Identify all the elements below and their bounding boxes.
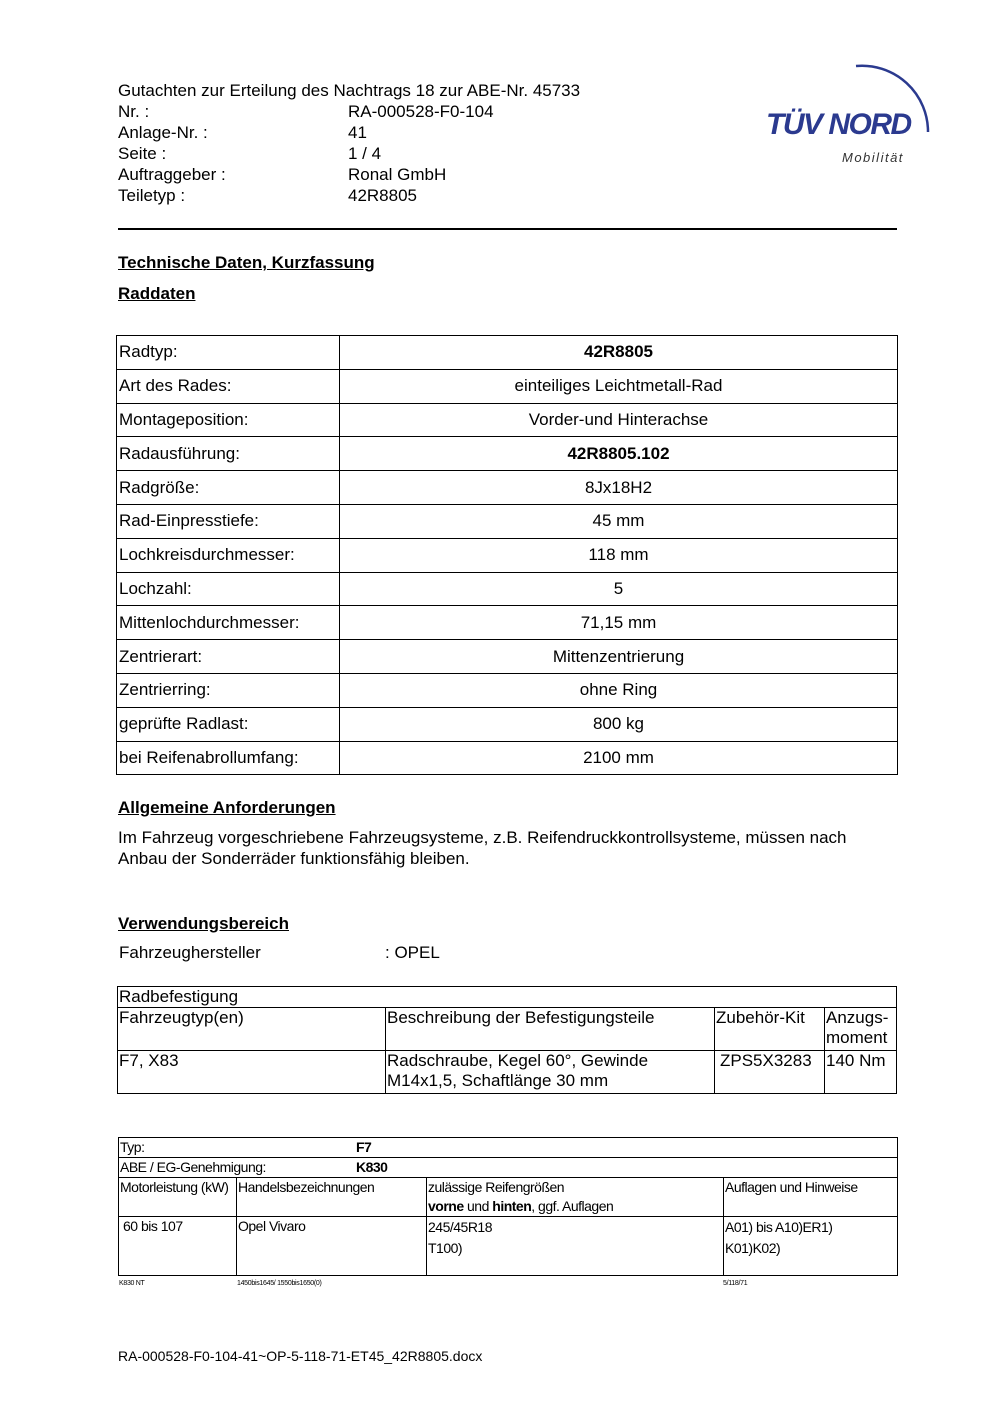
header-row xyxy=(118,101,580,122)
note-k830: K830 NT xyxy=(119,1280,145,1287)
data-cell: Opel Vivaro xyxy=(237,1217,427,1276)
cell-line: T100) xyxy=(428,1240,463,1256)
raddaten-label: Montageposition: xyxy=(117,403,340,437)
header-value: 42R8805 xyxy=(348,186,418,205)
header-text: hinten xyxy=(492,1198,532,1214)
allgemeine-text: Im Fahrzeug vorgeschriebene Fahrzeugsysteme, z.B. Reifendruckkontrollsysteme, müssen nach Anbau der Sonderräder funktionsfähig bleiben. xyxy=(118,828,847,868)
raddaten-label: Mittenlochdurchmesser: xyxy=(117,606,340,640)
typ-label: Typ: xyxy=(120,1139,145,1155)
header-text: , ggf. Auflagen xyxy=(531,1198,614,1214)
typ-table xyxy=(118,1137,898,1276)
header-row xyxy=(118,185,580,206)
raddaten-value: ohne Ring xyxy=(340,673,898,707)
raddaten-value: Mittenzentrierung xyxy=(340,640,898,674)
note-range: 1450bis1645/ 1550bis1650(0) xyxy=(237,1280,322,1287)
header-label: Seite : xyxy=(118,144,167,163)
header-value: 1 / 4 xyxy=(348,144,382,163)
raddaten-value: 8Jx18H2 xyxy=(340,471,898,505)
raddaten-value: 42R8805 xyxy=(340,336,898,370)
footer-filename: RA-000528-F0-104-41~OP-5-118-71-ET45_42R8805.docx xyxy=(118,1348,483,1364)
data-cell: Radschraube, Kegel 60°, Gewinde M14x1,5, Schaftlänge 30 mm xyxy=(386,1051,715,1094)
section-raddaten: Raddaten xyxy=(118,284,196,303)
data-cell xyxy=(427,1217,724,1276)
raddaten-row xyxy=(117,741,898,775)
header-cell: Motorleistung (kW) xyxy=(119,1178,237,1217)
raddaten-row xyxy=(117,572,898,606)
data-cell xyxy=(724,1217,898,1276)
cell-line: 245/45R18 xyxy=(428,1219,493,1235)
raddaten-value: 2100 mm xyxy=(340,741,898,775)
header-cell: Beschreibung der Befestigungsteile xyxy=(386,1008,715,1051)
header-cell: Zubehör-Kit xyxy=(715,1008,825,1051)
raddaten-row xyxy=(117,336,898,370)
header-row xyxy=(118,143,580,164)
raddaten-row xyxy=(117,673,898,707)
header-divider xyxy=(118,228,897,230)
raddaten-row xyxy=(117,640,898,674)
raddaten-label: Radausführung: xyxy=(117,437,340,471)
abe-value: K830 xyxy=(356,1159,388,1175)
document-header xyxy=(118,80,580,206)
section-verwendungsbereich: Verwendungsbereich xyxy=(118,914,289,933)
radbefestigung-table xyxy=(117,986,897,1094)
section-technische-daten: Technische Daten, Kurzfassung xyxy=(118,253,375,272)
raddaten-label: Lochzahl: xyxy=(117,572,340,606)
header-label: Teiletyp : xyxy=(118,186,186,205)
data-cell: F7, X83 xyxy=(118,1051,386,1094)
header-text: vorne xyxy=(428,1198,464,1214)
raddaten-row xyxy=(117,707,898,741)
header-cell: Anzugs-moment xyxy=(825,1008,897,1051)
raddaten-value: einteiliges Leichtmetall-Rad xyxy=(340,369,898,403)
raddaten-value: 118 mm xyxy=(340,538,898,572)
raddaten-row xyxy=(117,504,898,538)
note-bolt: 5/118/71 xyxy=(723,1280,748,1287)
raddaten-value: 5 xyxy=(340,572,898,606)
header-text: und xyxy=(463,1198,493,1214)
header-text: zulässige Reifengrößen xyxy=(428,1179,565,1195)
header-cell: Handelsbezeichnungen xyxy=(237,1178,427,1217)
header-label: Auftraggeber : xyxy=(118,165,226,184)
data-cell: 60 bis 107 xyxy=(119,1217,237,1276)
raddaten-row xyxy=(117,538,898,572)
typ-row xyxy=(119,1138,898,1158)
header-cell: Fahrzeugtyp(en) xyxy=(118,1008,386,1051)
logo-brand: TÜV NORD xyxy=(766,108,911,141)
raddaten-row xyxy=(117,369,898,403)
raddaten-row xyxy=(117,471,898,505)
raddaten-row xyxy=(117,606,898,640)
data-cell: 140 Nm xyxy=(825,1051,897,1094)
raddaten-label: Art des Rades: xyxy=(117,369,340,403)
header-row xyxy=(118,164,580,185)
raddaten-value: 45 mm xyxy=(340,504,898,538)
data-cell: ZPS5X3283 xyxy=(715,1051,825,1094)
raddaten-label: Radtyp: xyxy=(117,336,340,370)
header-value: Ronal GmbH xyxy=(348,165,447,184)
header-value: 41 xyxy=(348,123,367,142)
header-label: Anlage-Nr. : xyxy=(118,123,208,142)
raddaten-table xyxy=(116,335,898,775)
header-label: Nr. : xyxy=(118,102,150,121)
raddaten-row xyxy=(117,437,898,471)
raddaten-value: Vorder-und Hinterachse xyxy=(340,403,898,437)
raddaten-label: Rad-Einpresstiefe: xyxy=(117,504,340,538)
raddaten-value: 42R8805.102 xyxy=(340,437,898,471)
raddaten-label: geprüfte Radlast: xyxy=(117,707,340,741)
header-value: RA-000528-F0-104 xyxy=(348,102,494,121)
hersteller-value: : OPEL xyxy=(385,943,440,962)
cell-line: A01) bis A10)ER1) xyxy=(725,1219,833,1235)
abe-row xyxy=(119,1158,898,1178)
section-allgemeine-anforderungen: Allgemeine Anforderungen xyxy=(118,798,336,817)
raddaten-label: Lochkreisdurchmesser: xyxy=(117,538,340,572)
hersteller-label: Fahrzeughersteller xyxy=(119,943,261,962)
raddaten-label: Radgröße: xyxy=(117,471,340,505)
header-cell xyxy=(427,1178,724,1217)
header-row xyxy=(118,122,580,143)
radbefestigung-title: Radbefestigung xyxy=(118,987,897,1008)
cell-line: K01)K02) xyxy=(725,1240,781,1256)
fahrzeughersteller-row xyxy=(119,943,440,963)
raddaten-row xyxy=(117,403,898,437)
typ-value: F7 xyxy=(356,1139,372,1155)
document-title: Gutachten zur Erteilung des Nachtrags 18 zur ABE-Nr. 45733 xyxy=(118,81,581,100)
raddaten-label: Zentrierart: xyxy=(117,640,340,674)
header-cell: Auflagen und Hinweise xyxy=(724,1178,898,1217)
logo-subtitle: Mobilität xyxy=(842,150,904,165)
raddaten-label: Zentrierring: xyxy=(117,673,340,707)
raddaten-value: 800 kg xyxy=(340,707,898,741)
raddaten-label: bei Reifenabrollumfang: xyxy=(117,741,340,775)
raddaten-value: 71,15 mm xyxy=(340,606,898,640)
tuv-nord-logo xyxy=(766,58,946,178)
abe-label: ABE / EG-Genehmigung: xyxy=(120,1159,266,1175)
